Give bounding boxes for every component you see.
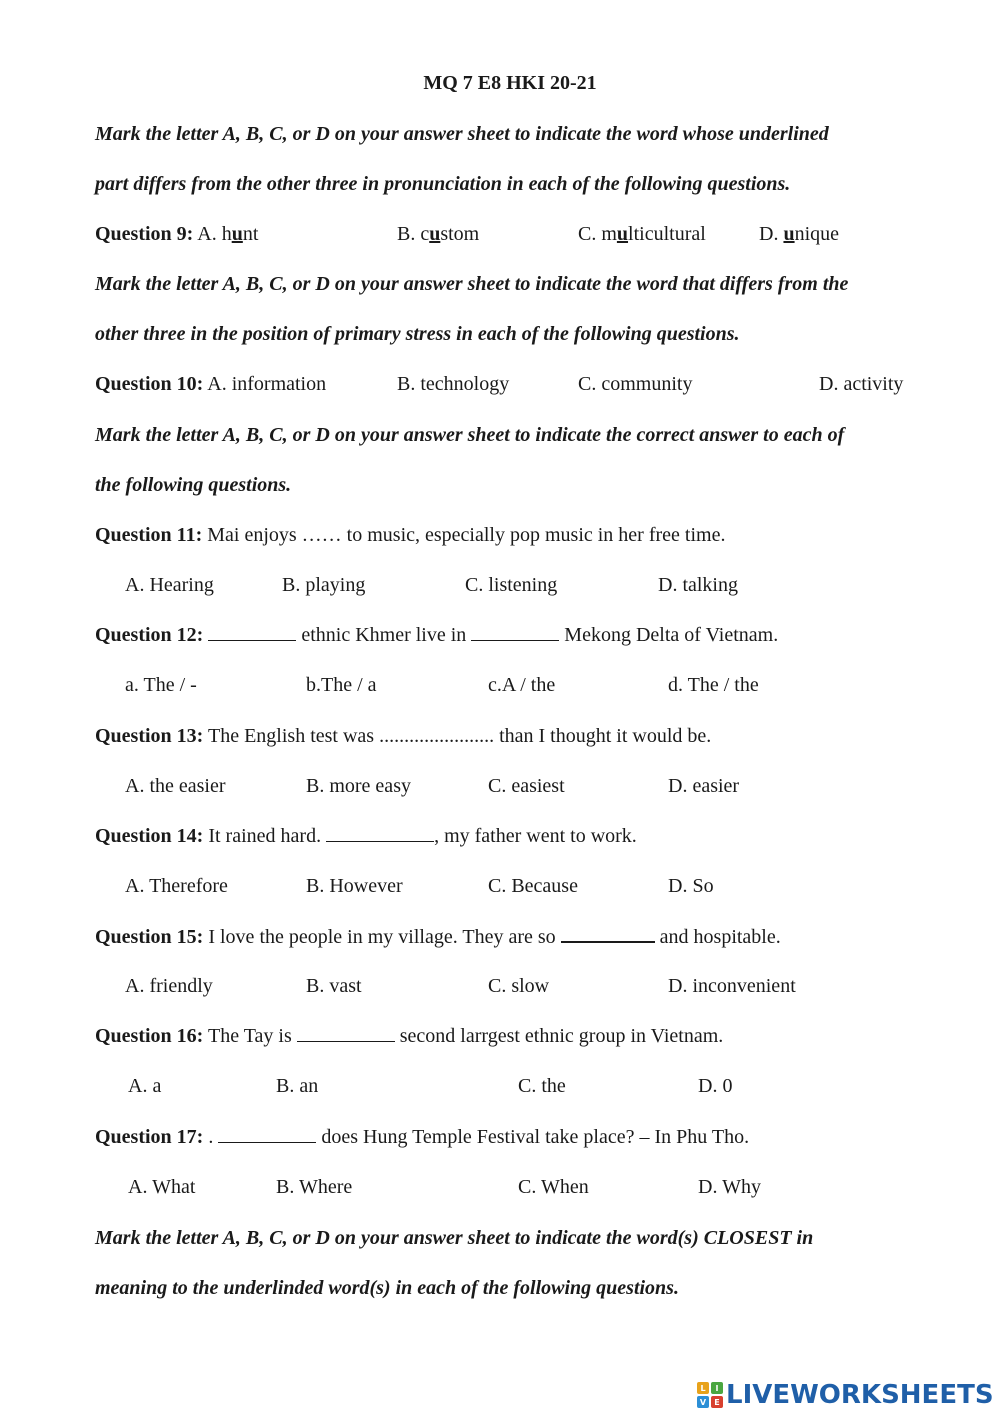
option-a[interactable]: A. hunt [197, 223, 259, 245]
question-16: Question 16: The Tay is second larrgest ethnic group in Vietnam. [95, 1025, 724, 1047]
q12-option-d[interactable]: d. The / the [668, 674, 759, 696]
answer-blank[interactable] [297, 1023, 395, 1042]
q10-option-a[interactable]: A. information [207, 373, 327, 395]
q9-option-d[interactable]: D. unique [759, 223, 840, 245]
q15-option-b[interactable]: B. vast [306, 975, 362, 997]
q16-option-d[interactable]: D. 0 [698, 1075, 733, 1097]
q11-option-d[interactable]: D. talking [658, 574, 738, 596]
q12-option-a[interactable]: a. The / - [125, 674, 197, 696]
question-label: Question 9: [95, 223, 194, 245]
instruction-stress-line-1: Mark the letter A, B, C, or D on your answer sheet to indicate the word that differs from the [95, 273, 849, 295]
q11-option-b[interactable]: B. playing [282, 574, 366, 596]
q14-option-a[interactable]: A. Therefore [125, 875, 228, 897]
q12-option-b[interactable]: b.The / a [306, 674, 377, 696]
worksheet-title: MQ 7 E8 HKI 20-21 [423, 72, 597, 94]
question-10: Question 10: A. information [95, 373, 327, 395]
answer-blank[interactable] [208, 622, 296, 641]
q17-option-c[interactable]: C. When [518, 1176, 589, 1198]
q12-option-c[interactable]: c.A / the [488, 674, 556, 696]
question-9 [95, 221, 258, 247]
answer-blank[interactable] [326, 823, 434, 842]
q11-option-c[interactable]: C. listening [465, 574, 558, 596]
instruction-pronunciation-line-2: part differs from the other three in pronunciation in each of the following questions. [95, 173, 791, 195]
q17-option-a[interactable]: A. What [128, 1176, 196, 1198]
question-17: Question 17: . does Hung Temple Festival take place? – In Phu Tho. [95, 1126, 750, 1148]
q9-option-c[interactable]: C. multicultural [578, 223, 706, 245]
q9-option-b[interactable]: B. custom [397, 223, 480, 245]
q10-option-c[interactable]: C. community [578, 373, 693, 395]
instruction-closest-meaning-line-2: meaning to the underlinded word(s) in each of the following questions. [95, 1277, 679, 1299]
q10-option-b[interactable]: B. technology [397, 373, 510, 395]
q11-option-a[interactable]: A. Hearing [125, 574, 214, 596]
instruction-correct-answer-line-1: Mark the letter A, B, C, or D on your answer sheet to indicate the correct answer to each of [95, 424, 845, 446]
q15-option-d[interactable]: D. inconvenient [668, 975, 796, 997]
liveworksheets-logo[interactable] [697, 1378, 994, 1412]
answer-blank[interactable] [561, 923, 655, 943]
liveworksheets-logo-text: LIVEWORKSHEETS [726, 1380, 994, 1410]
q13-option-c[interactable]: C. easiest [488, 775, 565, 797]
question-11: Question 11: Mai enjoys …… to music, especially pop music in her free time. [95, 524, 726, 546]
question-15: Question 15: I love the people in my village. They are so and hospitable. [95, 923, 781, 950]
q15-option-c[interactable]: C. slow [488, 975, 550, 997]
answer-blank[interactable] [218, 1124, 316, 1143]
q16-option-b[interactable]: B. an [276, 1075, 319, 1097]
instruction-pronunciation-line-1: Mark the letter A, B, C, or D on your answer sheet to indicate the word whose underlined [95, 123, 829, 145]
liveworksheets-logo-icon: L I V E [697, 1382, 723, 1408]
instruction-stress-line-2: other three in the position of primary stress in each of the following questions. [95, 323, 740, 345]
q17-option-b[interactable]: B. Where [276, 1176, 353, 1198]
q15-option-a[interactable]: A. friendly [125, 975, 213, 997]
instruction-closest-meaning-line-1: Mark the letter A, B, C, or D on your answer sheet to indicate the word(s) CLOSEST in [95, 1227, 814, 1249]
question-12: Question 12: ethnic Khmer live in Mekong Delta of Vietnam. [95, 624, 779, 646]
q14-option-b[interactable]: B. However [306, 875, 403, 897]
question-13: Question 13: The English test was ....................... than I thought it would be. [95, 725, 712, 747]
q14-option-d[interactable]: D. So [668, 875, 714, 897]
q16-option-c[interactable]: C. the [518, 1075, 566, 1097]
answer-blank[interactable] [471, 622, 559, 641]
question-14: Question 14: It rained hard. , my father went to work. [95, 825, 637, 847]
q14-option-c[interactable]: C. Because [488, 875, 578, 897]
q13-option-b[interactable]: B. more easy [306, 775, 411, 797]
q17-option-d[interactable]: D. Why [698, 1176, 761, 1198]
q13-option-a[interactable]: A. the easier [125, 775, 226, 797]
instruction-correct-answer-line-2: the following questions. [95, 474, 292, 496]
q16-option-a[interactable]: A. a [128, 1075, 162, 1097]
q10-option-d[interactable]: D. activity [819, 373, 904, 395]
q13-option-d[interactable]: D. easier [668, 775, 740, 797]
